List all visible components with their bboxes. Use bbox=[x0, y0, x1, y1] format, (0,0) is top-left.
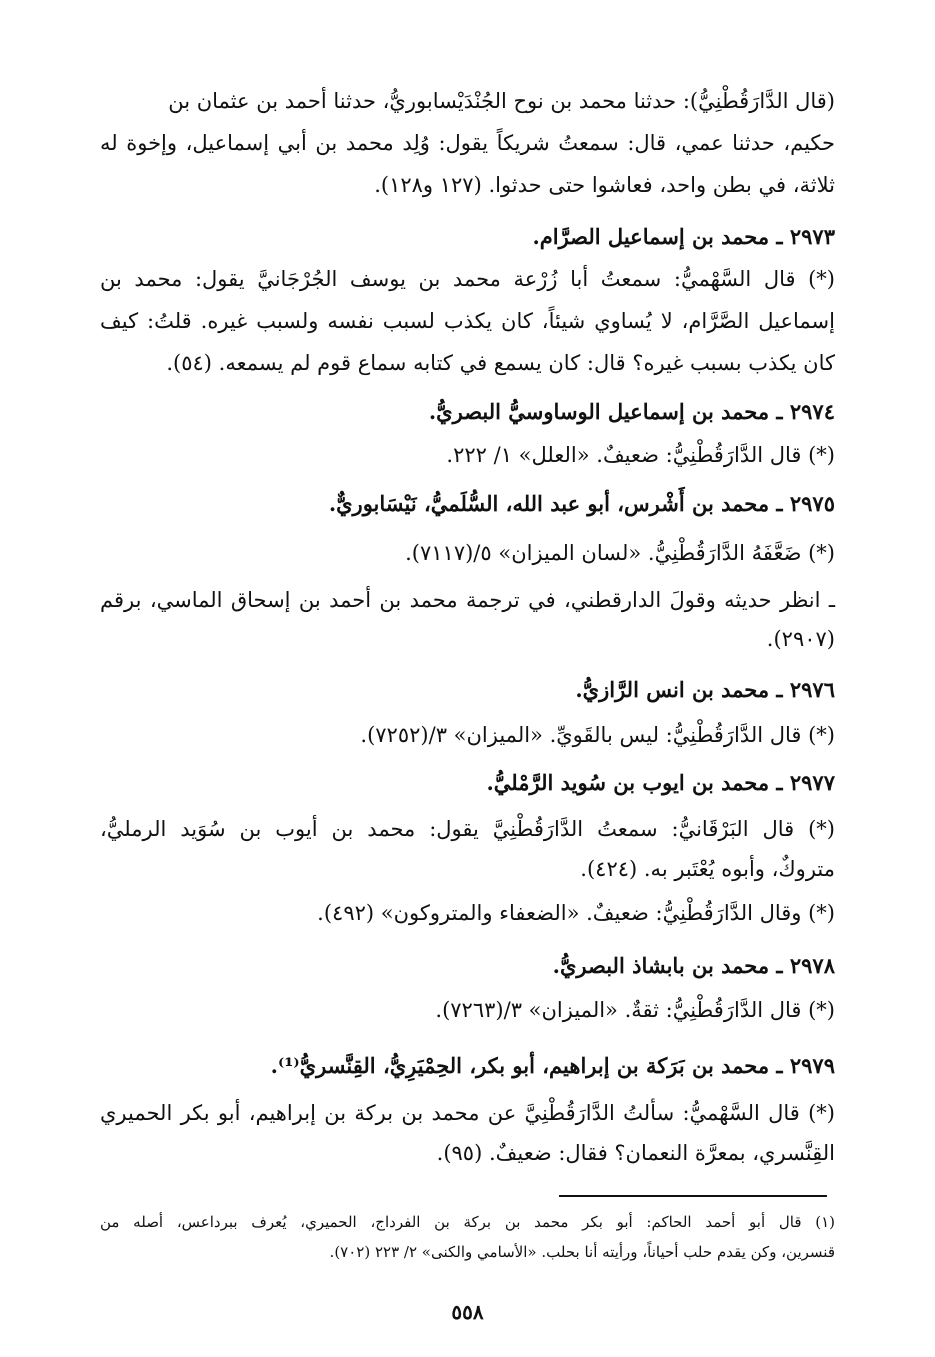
text-line: كان يكذب بسبب غيره؟ قال: كان يسمع في كتابه سماع قوم لم يسمعه. (٥٤). bbox=[166, 351, 835, 375]
text-line: (*) قال الدَّارَقُطْنِيُّ: ضعيفٌ. «العلل» ١/ ٢٢٢. bbox=[446, 443, 835, 467]
text-line: (*) قال البَرْقَانيُّ: سمعتُ الدَّارَقُطْنِيَّ يقول: محمد بن أيوب بن سُوَيد الرمليُّ، bbox=[100, 817, 835, 841]
entry-heading-2974: ٢٩٧٤ ـ محمد بن إسماعيل الوساوسيُّ البصريُّ. bbox=[428, 399, 835, 424]
text-line: (*) قال الدَّارَقُطْنِيُّ: ثقةٌ. «الميزان» ٣/(٧٢٦٣). bbox=[435, 998, 835, 1022]
text-line: إسماعيل الصَّرَّام، لا يُساوي شيئاً، كان يكذب لسبب نفسه ولسبب غيره. قلتُ: كيف bbox=[100, 309, 835, 333]
page-number: ٥٥٨ bbox=[451, 1300, 484, 1324]
text-line: (٢٩٠٧). bbox=[766, 627, 835, 651]
entry-heading-2978: ٢٩٧٨ ـ محمد بن بابشاذ البصريُّ. bbox=[552, 953, 835, 978]
entry-heading-2975: ٢٩٧٥ ـ محمد بن أَشْرس، أبو عبد الله، السُّلَميُّ، نَيْسَابوريٌّ. bbox=[328, 491, 835, 516]
text-line: حكيم، حدثنا عمي، قال: سمعتُ شريكاً يقول: وُلِد محمد بن أبي إسماعيل، وإخوة له bbox=[100, 131, 835, 155]
text-line: (*) قال السَّهْميُّ: سمعتُ أبا زُرْعة محمد بن يوسف الجُرْجَانيَّ يقول: محمد بن bbox=[100, 267, 835, 291]
text-line: (*) وقال الدَّارَقُطْنِيُّ: ضعيفٌ. «الضعفاء والمتروكون» (٤٩٢). bbox=[317, 901, 835, 925]
footnote-line: (١) قال أبو أحمد الحاكم: أبو بكر محمد بن بركة بن الفرداج، الحميري، يُعرف ببرداعس، أصله من bbox=[100, 1213, 835, 1231]
text-line: (*) قال الدَّارَقُطْنِيُّ: ليس بالقَويِّ. «الميزان» ٣/(٧٢٥٢). bbox=[360, 723, 835, 747]
entry-heading-2973: ٢٩٧٣ ـ محمد بن إسماعيل الصرَّام. bbox=[532, 224, 835, 249]
footnote-divider bbox=[559, 1195, 827, 1197]
entry-heading-2977: ٢٩٧٧ ـ محمد بن ايوب بن سُويد الرَّمْليُّ. bbox=[486, 770, 835, 795]
footnote-line: قنسرين، وكن يقدم حلب أحياناً، ورأيته أنا بحلب. «الأسامي والكنى» ٢/ ٢٢٣ (٧٠٢). bbox=[329, 1243, 835, 1261]
text-line: ثلاثة، في بطن واحد، فعاشوا حتى حدثوا. (١٢٧ و١٢٨). bbox=[374, 173, 835, 197]
text-line: ـ انظر حديثه وقولَ الدارقطني، في ترجمة محمد بن أحمد بن إسحاق الماسي، برقم bbox=[100, 588, 835, 612]
text-line: (*) قال السَّهْميُّ: سألتُ الدَّارَقُطْنِيَّ عن محمد بن بركة بن إبراهيم، أبو بكر الحميري bbox=[100, 1101, 835, 1125]
text-line: القِنَّسري، بمعرَّة النعمان؟ فقال: ضعيفٌ. (٩٥). bbox=[436, 1141, 835, 1165]
text-line: متروكٌ، وأبوه يُعْتَبر به. (٤٢٤). bbox=[580, 857, 835, 881]
text-line: (قال الدَّارَقُطْنِيُّ): حدثنا محمد بن نوح الجُنْدَيْسابوريُّ، حدثنا أحمد بن عثمان بن bbox=[168, 89, 835, 113]
entry-heading-2979: ٢٩٧٩ ـ محمد بن بَرَكة بن إبراهيم، أبو بكر، الحِمْيَرِيُّ، القِنَّسريُّ⁽¹⁾. bbox=[270, 1053, 835, 1078]
entry-heading-2976: ٢٩٧٦ ـ محمد بن انس الرَّازيُّ. bbox=[575, 677, 835, 702]
text-line: (*) ضَعَّفَهُ الدَّارَقُطْنِيُّ. «لسان الميزان» ٥/(٧١١٧). bbox=[405, 541, 835, 565]
